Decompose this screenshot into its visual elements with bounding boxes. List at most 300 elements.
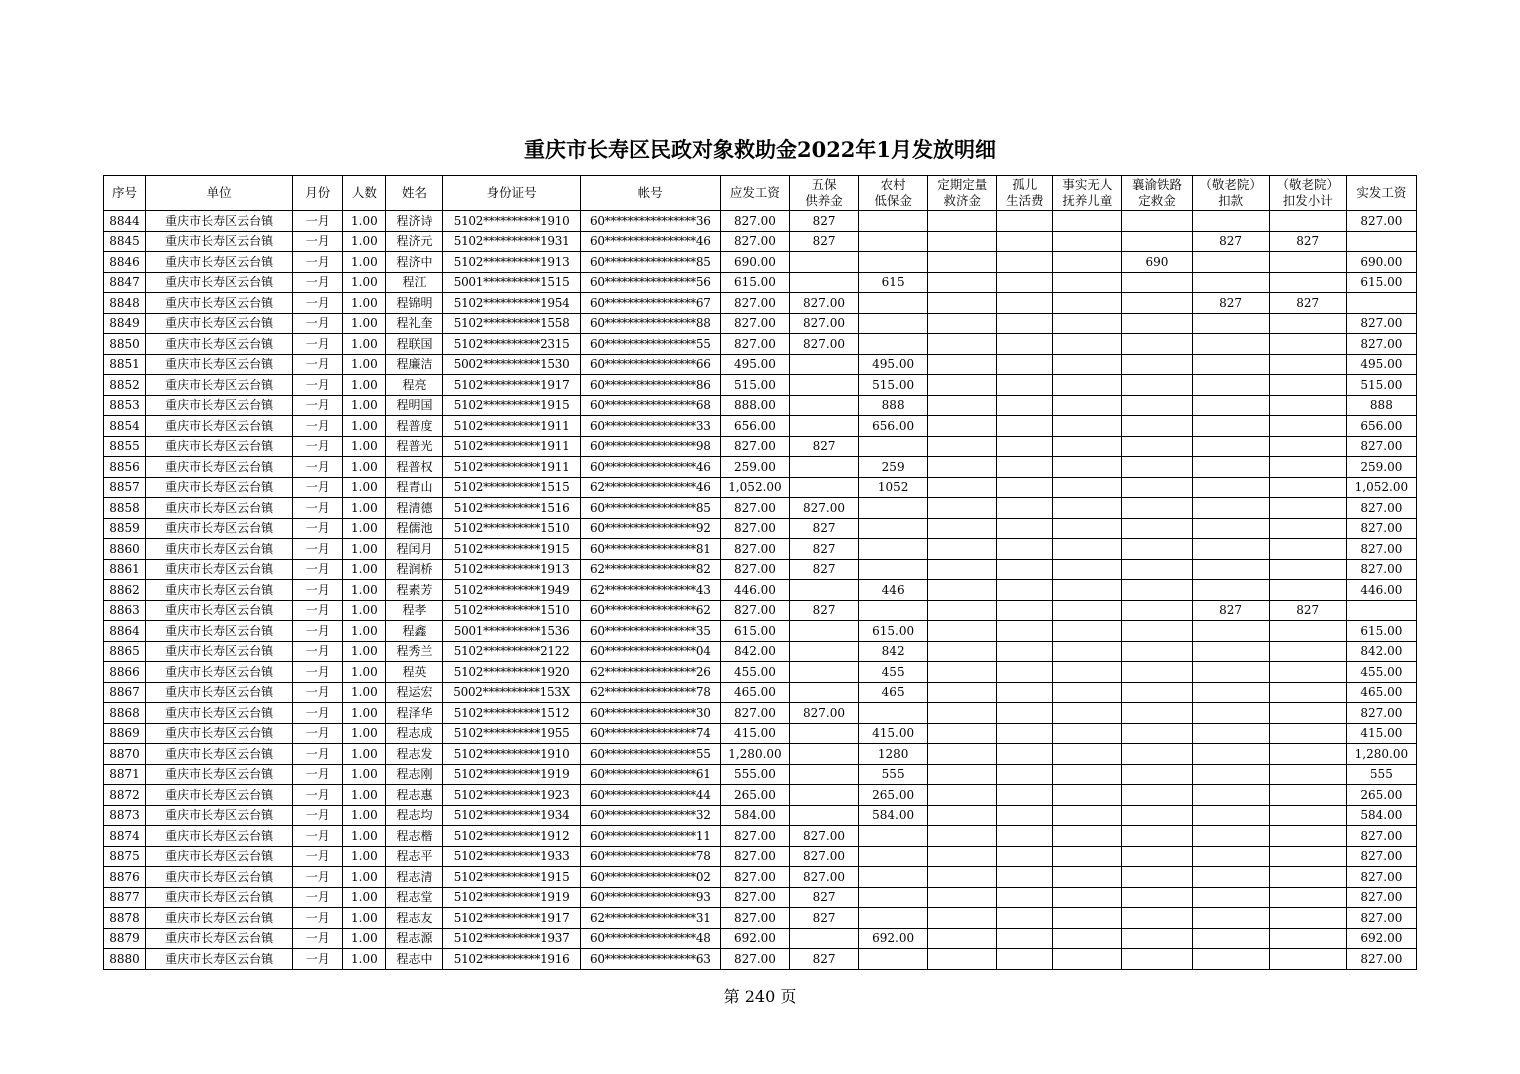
table-cell: 重庆市长寿区云台镇	[146, 867, 293, 888]
table-cell	[997, 887, 1053, 908]
table-cell	[997, 395, 1053, 416]
table-cell: 一月	[293, 375, 343, 396]
table-cell: 827	[789, 518, 858, 539]
table-cell: 1.00	[343, 416, 386, 437]
table-cell	[859, 559, 928, 580]
table-row	[104, 334, 1417, 355]
table-cell	[1269, 518, 1346, 539]
table-cell: 827	[1269, 293, 1346, 314]
table-cell: 60****************62	[580, 600, 720, 621]
table-cell	[1122, 744, 1192, 765]
table-cell	[1269, 621, 1346, 642]
table-cell	[1122, 764, 1192, 785]
table-cell	[1053, 436, 1122, 457]
table-cell	[1053, 498, 1122, 519]
table-cell: 重庆市长寿区云台镇	[146, 457, 293, 478]
column-header: （敬老院） 扣款	[1192, 176, 1269, 211]
table-cell	[1122, 723, 1192, 744]
table-cell: 827.00	[720, 539, 789, 560]
table-cell: 615.00	[720, 621, 789, 642]
table-cell: 60****************78	[580, 846, 720, 867]
table-cell: 1,280.00	[720, 744, 789, 765]
table-cell: 60****************36	[580, 211, 720, 232]
table-cell: 5002**********1530	[443, 354, 580, 375]
table-cell	[789, 723, 858, 744]
table-cell	[928, 252, 997, 273]
column-header: 孤儿 生活费	[997, 176, 1053, 211]
table-cell: 465	[859, 682, 928, 703]
table-cell: 1.00	[343, 395, 386, 416]
table-cell	[1269, 764, 1346, 785]
table-cell	[1192, 436, 1269, 457]
table-row	[104, 395, 1417, 416]
table-cell	[789, 764, 858, 785]
table-cell: 重庆市长寿区云台镇	[146, 231, 293, 252]
table-cell	[1269, 785, 1346, 806]
table-cell: 1,280.00	[1346, 744, 1416, 765]
table-cell: 1.00	[343, 313, 386, 334]
table-row	[104, 785, 1417, 806]
table-cell: 程志友	[386, 908, 443, 929]
table-cell: 5102**********1911	[443, 436, 580, 457]
table-cell: 8860	[104, 539, 146, 560]
table-row	[104, 518, 1417, 539]
table-cell	[1122, 354, 1192, 375]
table-cell	[1053, 785, 1122, 806]
table-cell	[997, 580, 1053, 601]
table-cell	[997, 621, 1053, 642]
table-cell	[1269, 682, 1346, 703]
table-cell: 515.00	[1346, 375, 1416, 396]
table-cell: 程志清	[386, 867, 443, 888]
table-cell	[997, 252, 1053, 273]
table-cell: 60****************04	[580, 641, 720, 662]
table-cell: 一月	[293, 723, 343, 744]
table-cell: 1.00	[343, 580, 386, 601]
table-cell: 程鑫	[386, 621, 443, 642]
table-cell: 615	[859, 272, 928, 293]
table-cell: 5102**********2315	[443, 334, 580, 355]
table-cell: 5102**********1913	[443, 559, 580, 580]
table-cell: 一月	[293, 867, 343, 888]
table-cell: 程普度	[386, 416, 443, 437]
table-row	[104, 580, 1417, 601]
table-cell: 重庆市长寿区云台镇	[146, 211, 293, 232]
table-cell	[859, 252, 928, 273]
table-cell: 827.00	[1346, 826, 1416, 847]
table-cell	[997, 293, 1053, 314]
table-cell	[1122, 621, 1192, 642]
table-cell: 程志惠	[386, 785, 443, 806]
table-cell	[1053, 272, 1122, 293]
table-cell: 827.00	[1346, 436, 1416, 457]
table-cell	[1053, 518, 1122, 539]
table-cell	[997, 744, 1053, 765]
table-cell	[1192, 785, 1269, 806]
table-cell: 一月	[293, 252, 343, 273]
table-cell	[1269, 436, 1346, 457]
table-cell: 1.00	[343, 887, 386, 908]
table-cell: 615.00	[859, 621, 928, 642]
table-cell	[1346, 600, 1416, 621]
table-cell: 60****************56	[580, 272, 720, 293]
table-cell: 5102**********1912	[443, 826, 580, 847]
table-cell	[1122, 539, 1192, 560]
table-row	[104, 764, 1417, 785]
table-cell	[997, 416, 1053, 437]
table-cell: 重庆市长寿区云台镇	[146, 662, 293, 683]
table-cell: 827	[789, 559, 858, 580]
table-cell: 692.00	[1346, 928, 1416, 949]
table-cell: 程礼奎	[386, 313, 443, 334]
table-cell: 827.00	[720, 703, 789, 724]
table-cell	[1053, 313, 1122, 334]
table-cell	[859, 887, 928, 908]
table-cell	[1346, 293, 1416, 314]
table-cell	[1192, 928, 1269, 949]
table-cell: 重庆市长寿区云台镇	[146, 559, 293, 580]
table-cell: 827.00	[1346, 949, 1416, 970]
table-cell	[789, 252, 858, 273]
table-cell: 1.00	[343, 928, 386, 949]
table-cell	[1122, 928, 1192, 949]
table-cell: 1.00	[343, 600, 386, 621]
table-cell: 827.00	[720, 498, 789, 519]
table-cell: 重庆市长寿区云台镇	[146, 518, 293, 539]
table-cell: 827.00	[1346, 518, 1416, 539]
table-cell	[1053, 703, 1122, 724]
table-cell: 62****************78	[580, 682, 720, 703]
table-cell	[1122, 846, 1192, 867]
table-row	[104, 252, 1417, 273]
table-row	[104, 826, 1417, 847]
table-cell: 5102**********1913	[443, 252, 580, 273]
table-cell: 1.00	[343, 703, 386, 724]
table-cell	[789, 354, 858, 375]
table-cell: 重庆市长寿区云台镇	[146, 908, 293, 929]
table-cell	[928, 518, 997, 539]
table-cell	[789, 641, 858, 662]
table-row	[104, 723, 1417, 744]
table-cell: 1.00	[343, 252, 386, 273]
table-cell	[1122, 826, 1192, 847]
table-cell	[928, 416, 997, 437]
table-cell	[1122, 805, 1192, 826]
table-cell	[1192, 559, 1269, 580]
table-cell	[1122, 785, 1192, 806]
table-cell: 60****************68	[580, 395, 720, 416]
table-cell	[1053, 477, 1122, 498]
table-cell: 8851	[104, 354, 146, 375]
table-cell: 5102**********1949	[443, 580, 580, 601]
table-cell	[1122, 457, 1192, 478]
table-cell	[1192, 826, 1269, 847]
table-cell: 1052	[859, 477, 928, 498]
table-cell	[789, 621, 858, 642]
table-cell: 一月	[293, 846, 343, 867]
table-cell: 60****************85	[580, 252, 720, 273]
table-cell: 495.00	[720, 354, 789, 375]
table-cell	[928, 559, 997, 580]
table-cell: 827	[1269, 600, 1346, 621]
table-cell: 8870	[104, 744, 146, 765]
table-cell	[928, 867, 997, 888]
table-cell	[1122, 518, 1192, 539]
table-cell: 62****************26	[580, 662, 720, 683]
table-row	[104, 928, 1417, 949]
table-cell: 8875	[104, 846, 146, 867]
table-cell: 5001**********1515	[443, 272, 580, 293]
table-cell	[928, 334, 997, 355]
table-row	[104, 744, 1417, 765]
table-cell: 8852	[104, 375, 146, 396]
table-cell: 259	[859, 457, 928, 478]
table-cell: 一月	[293, 621, 343, 642]
table-cell	[1122, 436, 1192, 457]
column-header: 五保 供养金	[789, 176, 858, 211]
table-cell	[928, 354, 997, 375]
table-cell	[928, 272, 997, 293]
table-cell	[1122, 703, 1192, 724]
table-cell: 515.00	[859, 375, 928, 396]
table-cell: 8880	[104, 949, 146, 970]
table-cell: 程普光	[386, 436, 443, 457]
table-cell: 842	[859, 641, 928, 662]
table-cell: 8873	[104, 805, 146, 826]
table-cell	[1053, 600, 1122, 621]
table-cell: 60****************93	[580, 887, 720, 908]
table-cell: 程志源	[386, 928, 443, 949]
table-cell: 程济中	[386, 252, 443, 273]
table-cell	[1192, 949, 1269, 970]
table-cell: 888	[1346, 395, 1416, 416]
table-cell: 8849	[104, 313, 146, 334]
table-cell	[928, 600, 997, 621]
table-row	[104, 805, 1417, 826]
table-row	[104, 498, 1417, 519]
table-cell: 60****************46	[580, 231, 720, 252]
table-cell: 程志平	[386, 846, 443, 867]
table-cell: 446	[859, 580, 928, 601]
table-cell	[1053, 662, 1122, 683]
table-cell: 455	[859, 662, 928, 683]
table-cell	[859, 313, 928, 334]
table-cell: 827	[789, 600, 858, 621]
table-cell: 重庆市长寿区云台镇	[146, 723, 293, 744]
table-cell: 8871	[104, 764, 146, 785]
table-cell: 1.00	[343, 375, 386, 396]
table-cell	[1122, 887, 1192, 908]
table-cell: 重庆市长寿区云台镇	[146, 826, 293, 847]
table-cell: 5102**********1920	[443, 662, 580, 683]
table-cell	[1192, 764, 1269, 785]
table-cell: 1.00	[343, 785, 386, 806]
table-cell: 827.00	[1346, 313, 1416, 334]
table-cell: 程济元	[386, 231, 443, 252]
table-cell: 827.00	[789, 293, 858, 314]
table-cell	[997, 641, 1053, 662]
table-cell: 程青山	[386, 477, 443, 498]
table-cell	[928, 211, 997, 232]
table-cell: 60****************44	[580, 785, 720, 806]
table-cell	[1269, 703, 1346, 724]
table-cell	[997, 703, 1053, 724]
table-cell: 259.00	[720, 457, 789, 478]
table-cell: 259.00	[1346, 457, 1416, 478]
table-cell	[1053, 580, 1122, 601]
table-row	[104, 436, 1417, 457]
table-cell	[1053, 334, 1122, 355]
table-cell: 5102**********1933	[443, 846, 580, 867]
table-cell: 重庆市长寿区云台镇	[146, 641, 293, 662]
table-cell: 5102**********1915	[443, 539, 580, 560]
table-cell	[859, 846, 928, 867]
table-cell: 8847	[104, 272, 146, 293]
table-cell	[928, 908, 997, 929]
table-cell: 一月	[293, 272, 343, 293]
table-cell: 1.00	[343, 518, 386, 539]
table-cell	[1192, 703, 1269, 724]
table-cell: 827	[1192, 231, 1269, 252]
table-row	[104, 662, 1417, 683]
table-cell: 一月	[293, 600, 343, 621]
table-cell: 827.00	[720, 908, 789, 929]
table-cell: 1.00	[343, 723, 386, 744]
column-header: 单位	[146, 176, 293, 211]
table-cell: 8863	[104, 600, 146, 621]
table-cell: 程闰月	[386, 539, 443, 560]
table-cell: 程润桥	[386, 559, 443, 580]
table-cell: 615.00	[1346, 272, 1416, 293]
table-cell: 8861	[104, 559, 146, 580]
table-cell: 692.00	[859, 928, 928, 949]
table-cell	[1122, 477, 1192, 498]
table-row	[104, 703, 1417, 724]
table-cell: 60****************32	[580, 805, 720, 826]
table-cell	[997, 867, 1053, 888]
table-cell: 重庆市长寿区云台镇	[146, 785, 293, 806]
table-cell	[1192, 313, 1269, 334]
table-cell: 5102**********1917	[443, 908, 580, 929]
table-cell: 8848	[104, 293, 146, 314]
table-cell	[1053, 846, 1122, 867]
table-cell	[859, 211, 928, 232]
table-cell	[1192, 723, 1269, 744]
table-row	[104, 908, 1417, 929]
table-cell: 程儒池	[386, 518, 443, 539]
table-cell: 827.00	[720, 334, 789, 355]
table-cell: 1.00	[343, 436, 386, 457]
table-cell	[1192, 539, 1269, 560]
table-row	[104, 949, 1417, 970]
table-cell: 5102**********1934	[443, 805, 580, 826]
table-cell	[1122, 600, 1192, 621]
table-cell: 8878	[104, 908, 146, 929]
table-cell	[1269, 846, 1346, 867]
table-cell: 827.00	[1346, 887, 1416, 908]
table-row	[104, 354, 1417, 375]
table-cell	[1053, 375, 1122, 396]
table-cell: 一月	[293, 354, 343, 375]
table-cell	[1269, 641, 1346, 662]
table-cell: 程运宏	[386, 682, 443, 703]
table-cell: 827.00	[720, 887, 789, 908]
table-cell: 8865	[104, 641, 146, 662]
table-cell	[928, 395, 997, 416]
table-cell: 重庆市长寿区云台镇	[146, 416, 293, 437]
table-body	[104, 211, 1417, 970]
table-cell: 5102**********1919	[443, 764, 580, 785]
table-cell	[789, 416, 858, 437]
table-cell: 1,052.00	[720, 477, 789, 498]
table-cell	[1053, 764, 1122, 785]
table-cell: 690	[1122, 252, 1192, 273]
table-cell: 一月	[293, 703, 343, 724]
table-cell: 5102**********1937	[443, 928, 580, 949]
table-cell: 重庆市长寿区云台镇	[146, 354, 293, 375]
table-cell	[1053, 559, 1122, 580]
table-cell	[859, 539, 928, 560]
table-cell: 重庆市长寿区云台镇	[146, 375, 293, 396]
table-cell	[1192, 846, 1269, 867]
table-cell	[1053, 293, 1122, 314]
table-cell	[1053, 231, 1122, 252]
table-cell: 1.00	[343, 867, 386, 888]
table-cell	[1122, 395, 1192, 416]
table-cell: 827.00	[1346, 559, 1416, 580]
table-cell	[789, 477, 858, 498]
table-cell: 692.00	[720, 928, 789, 949]
table-cell	[789, 785, 858, 806]
table-cell: 60****************02	[580, 867, 720, 888]
table-cell	[928, 436, 997, 457]
table-cell	[789, 744, 858, 765]
table-cell	[928, 580, 997, 601]
table-row	[104, 231, 1417, 252]
table-cell: 程志发	[386, 744, 443, 765]
table-cell: 60****************92	[580, 518, 720, 539]
table-cell	[1122, 293, 1192, 314]
table-cell: 8877	[104, 887, 146, 908]
table-cell	[928, 887, 997, 908]
table-cell: 1.00	[343, 908, 386, 929]
table-cell: 程志刚	[386, 764, 443, 785]
table-cell: 重庆市长寿区云台镇	[146, 498, 293, 519]
table-cell: 5102**********1510	[443, 600, 580, 621]
table-cell: 827.00	[789, 498, 858, 519]
table-cell: 程秀兰	[386, 641, 443, 662]
table-row	[104, 457, 1417, 478]
table-cell: 程志中	[386, 949, 443, 970]
table-cell: 1.00	[343, 334, 386, 355]
table-cell	[1269, 723, 1346, 744]
table-cell: 一月	[293, 949, 343, 970]
table-cell: 1.00	[343, 498, 386, 519]
table-cell	[1192, 518, 1269, 539]
table-cell: 60****************86	[580, 375, 720, 396]
table-cell: 5102**********1931	[443, 231, 580, 252]
table-cell: 程联国	[386, 334, 443, 355]
table-row	[104, 600, 1417, 621]
table-cell	[1269, 477, 1346, 498]
table-cell: 1.00	[343, 764, 386, 785]
table-cell: 5102**********1955	[443, 723, 580, 744]
table-cell: 584.00	[720, 805, 789, 826]
table-cell: 827	[789, 436, 858, 457]
table-cell: 一月	[293, 887, 343, 908]
table-cell: 8856	[104, 457, 146, 478]
table-cell	[1269, 272, 1346, 293]
